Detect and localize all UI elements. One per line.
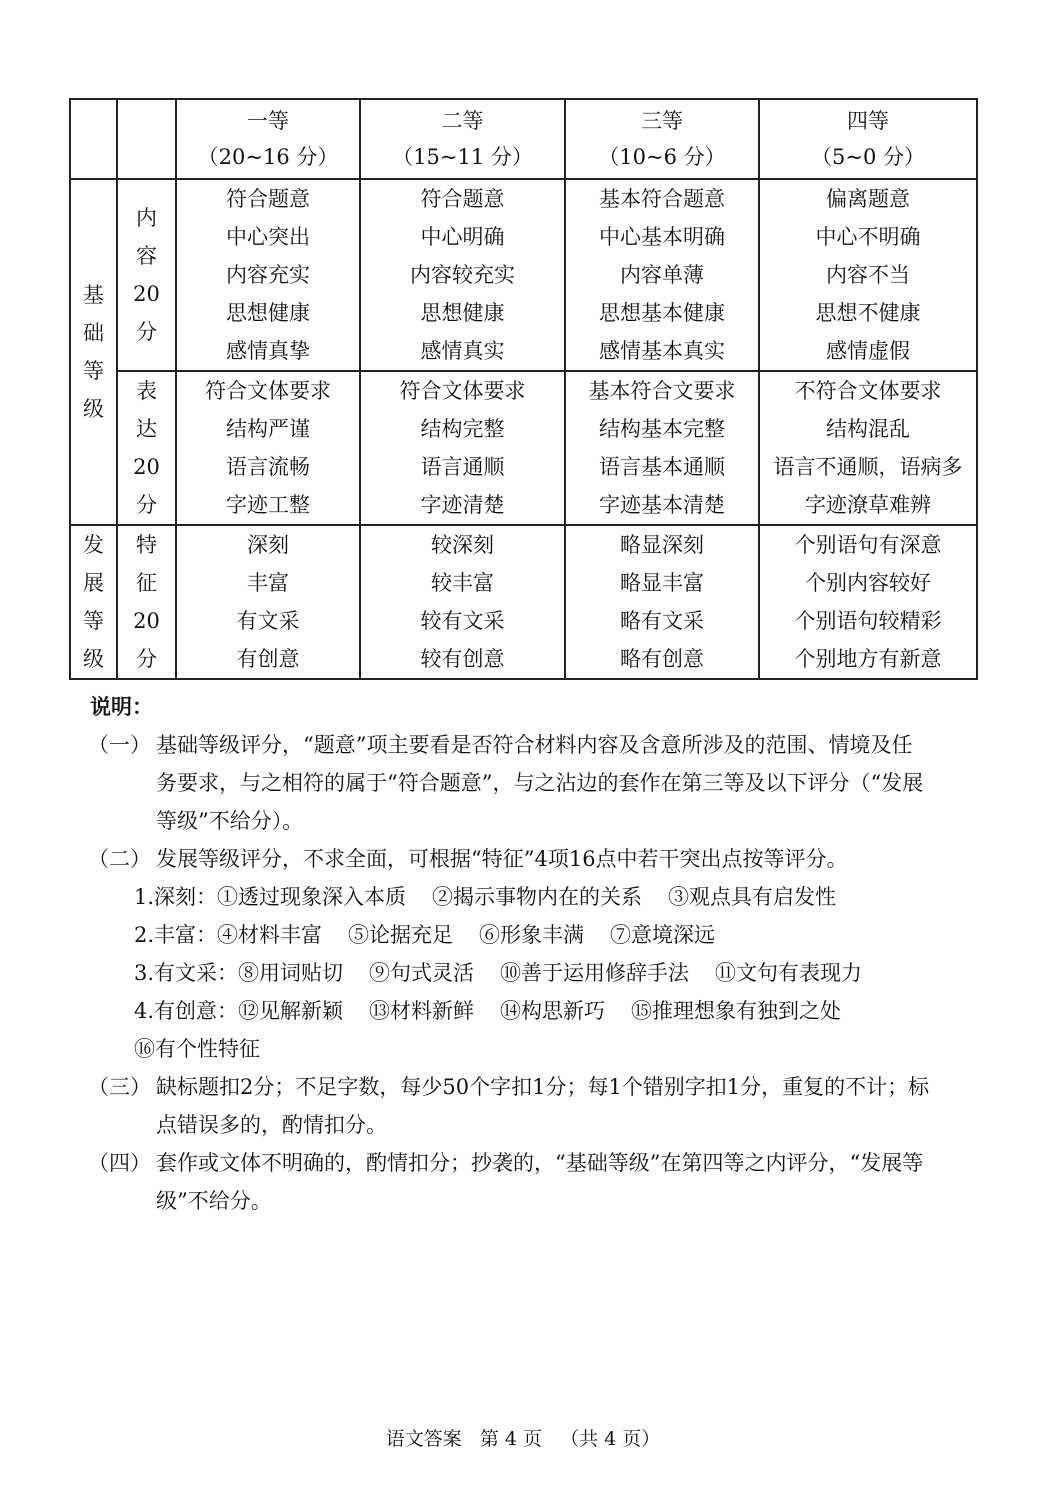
blank-header-cell (117, 99, 176, 179)
blank-header-cell (70, 99, 117, 179)
note-paragraph-1 (88, 726, 968, 840)
item-label-content: 内 容 20 分 (117, 179, 176, 371)
grade-header: 四等 （5~0 分） (759, 99, 977, 179)
note-number: （二） (88, 847, 151, 871)
criteria-cell: 个别语句有深意 个别内容较好 个别语句较精彩 个别地方有新意 (759, 525, 977, 679)
criteria-cell: 深刻 丰富 有文采 有创意 (176, 525, 360, 679)
table-header-row (70, 99, 977, 179)
group-label-basic: 基 础 等 级 (70, 179, 117, 525)
note-paragraph-4 (88, 1144, 968, 1220)
note-line: 缺标题扣2分；不足字数，每少50个字扣1分；每1个错别字扣1分，重复的不计；标 (156, 1075, 930, 1099)
note-line: 等级”不给分）。 (156, 809, 304, 833)
criteria-cell: 符合文体要求 结构严谨 语言流畅 字迹工整 (176, 371, 360, 525)
grade-header: 一等 （20~16 分） (176, 99, 360, 179)
note-line: 级”不给分。 (156, 1189, 272, 1213)
criteria-cell: 基本符合文要求 结构基本完整 语言基本通顺 字迹基本清楚 (565, 371, 759, 525)
criteria-list-individuality: ⑯有个性特征 (134, 1037, 260, 1061)
criteria-cell: 略显深刻 略显丰富 略有文采 略有创意 (565, 525, 759, 679)
grading-rubric-table (69, 98, 978, 680)
note-line: 套作或文体不明确的，酌情扣分；抄袭的，“基础等级”在第四等之内评分，“发展等 (156, 1151, 924, 1175)
note-number: （一） (88, 733, 151, 757)
criteria-cell: 符合题意 中心突出 内容充实 思想健康 感情真挚 (176, 179, 360, 371)
group-label-development: 发 展 等 级 (70, 525, 117, 679)
table-row-expression (70, 371, 977, 525)
note-line: 基础等级评分，“题意”项主要看是否符合材料内容及含意所涉及的范围、情境及任 (156, 733, 913, 757)
notes-section (88, 688, 968, 1220)
criteria-cell: 符合题意 中心明确 内容较充实 思想健康 感情真实 (360, 179, 565, 371)
criteria-list-creativity: 4.有创意：⑫见解新颖 ⑬材料新鲜 ⑭构思新巧 ⑮推理想象有独到之处 (134, 999, 842, 1023)
note-number: （四） (88, 1151, 151, 1175)
page-footer: 语文答案 第 4 页 （共 4 页） (385, 1428, 661, 1450)
note-line: 发展等级评分，不求全面，可根据“特征”4项16点中若干突出点按等评分。 (156, 847, 848, 871)
item-label-features: 特 征 20 分 (117, 525, 176, 679)
note-paragraph-2 (88, 840, 968, 1068)
notes-title: 说明： (90, 695, 153, 719)
note-number: （三） (88, 1075, 151, 1099)
criteria-list-depth: 1.深刻：①透过现象深入本质 ②揭示事物内在的关系 ③观点具有启发性 (134, 885, 837, 909)
criteria-cell: 偏离题意 中心不明确 内容不当 思想不健康 感情虚假 (759, 179, 977, 371)
note-paragraph-3 (88, 1068, 968, 1144)
table-row-content (70, 179, 977, 371)
note-line: 点错误多的，酌情扣分。 (156, 1113, 387, 1137)
criteria-list-richness: 2.丰富：④材料丰富 ⑤论据充足 ⑥形象丰满 ⑦意境深远 (134, 923, 716, 947)
criteria-list-literary: 3.有文采：⑧用词贴切 ⑨句式灵活 ⑩善于运用修辞手法 ⑪文句有表现力 (134, 961, 863, 985)
criteria-cell: 不符合文体要求 结构混乱 语言不通顺，语病多 字迹潦草难辨 (759, 371, 977, 525)
grade-header: 二等 （15~11 分） (360, 99, 565, 179)
criteria-cell: 较深刻 较丰富 较有文采 较有创意 (360, 525, 565, 679)
item-label-expression: 表 达 20 分 (117, 371, 176, 525)
criteria-cell: 符合文体要求 结构完整 语言通顺 字迹清楚 (360, 371, 565, 525)
table-row-features (70, 525, 977, 679)
note-line: 务要求，与之相符的属于“符合题意”，与之沾边的套作在第三等及以下评分（“发展 (156, 771, 924, 795)
grade-header: 三等 （10~6 分） (565, 99, 759, 179)
criteria-cell: 基本符合题意 中心基本明确 内容单薄 思想基本健康 感情基本真实 (565, 179, 759, 371)
